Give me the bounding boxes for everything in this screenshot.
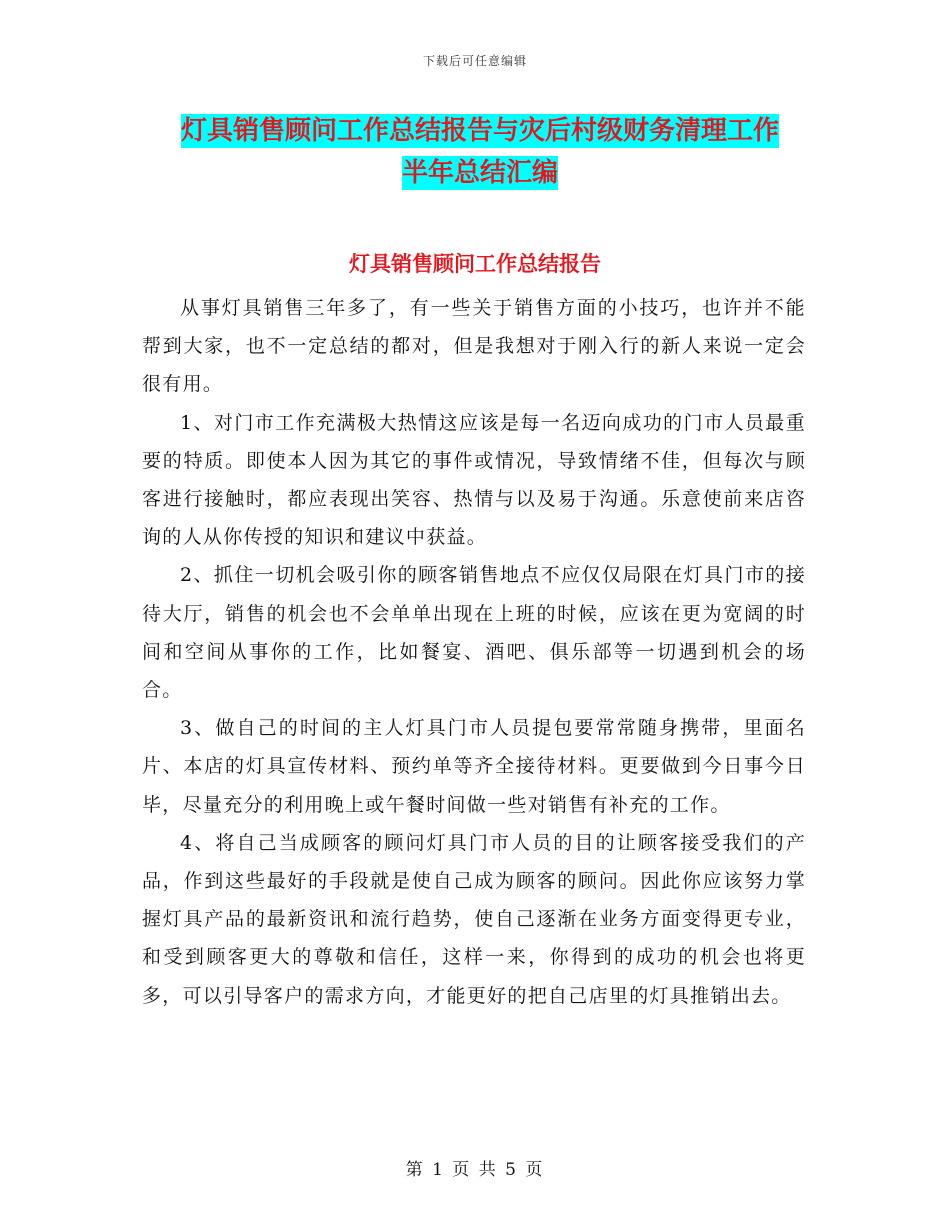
header-note: 下载后可任意编辑 [422, 54, 527, 68]
document-title [140, 110, 820, 194]
document-title-line-1: 灯具销售顾问工作总结报告与灾后村级财务清理工作 [180, 116, 779, 146]
section-title: 灯具销售顾问工作总结报告 [349, 252, 601, 276]
paragraph-2: 2、抓住一切机会吸引你的顾客销售地点不应仅仅局限在灯具门市的接待大厅，销售的机会也不会单单出现在上班的时候，应该在更为宽阔的时间和空间从事你的工作，比如餐宴、酒吧、俱乐部等一切遇到机会的场合。 [142, 564, 806, 702]
paragraph-3: 3、做自己的时间的主人灯具门市人员提包要常常随身携带，里面名片、本店的灯具宣传材料、预约单等齐全接待材料。更要做到今日事今日毕，尽量充分的利用晚上或午餐时间做一些对销售有补充的工作。 [142, 717, 806, 816]
paragraph-intro: 从事灯具销售三年多了，有一些关于销售方面的小技巧，也许并不能帮到大家，也不一定总结的都对，但是我想对于刚入行的新人来说一定会很有用。 [142, 297, 806, 396]
paragraph-4: 4、将自己当成顾客的顾问灯具门市人员的目的让顾客接受我们的产品，作到这些最好的手段就是使自己成为顾客的顾问。因此你应该努力掌握灯具产品的最新资讯和流行趋势，使自己逐渐在业务方面变得更专业，和受到顾客更大的尊敬和信任，这样一来，你得到的成功的机会也将更多，可以引导客户的需求方向，才能更好的把自己店里的灯具推销出去。 [142, 831, 806, 1007]
paragraph-1: 1、对门市工作充满极大热情这应该是每一名迈向成功的门市人员最重要的特质。即使本人因为其它的事件或情况，导致情绪不佳，但每次与顾客进行接触时，都应表现出笑容、热情与以及易于沟通。乐意使前来店咨询的人从你传授的知识和建议中获益。 [142, 411, 806, 549]
body-text [142, 289, 806, 1015]
page-footer: 第 1 页 共 5 页 [405, 1160, 545, 1180]
document-title-line-2: 半年总结汇编 [401, 158, 558, 188]
